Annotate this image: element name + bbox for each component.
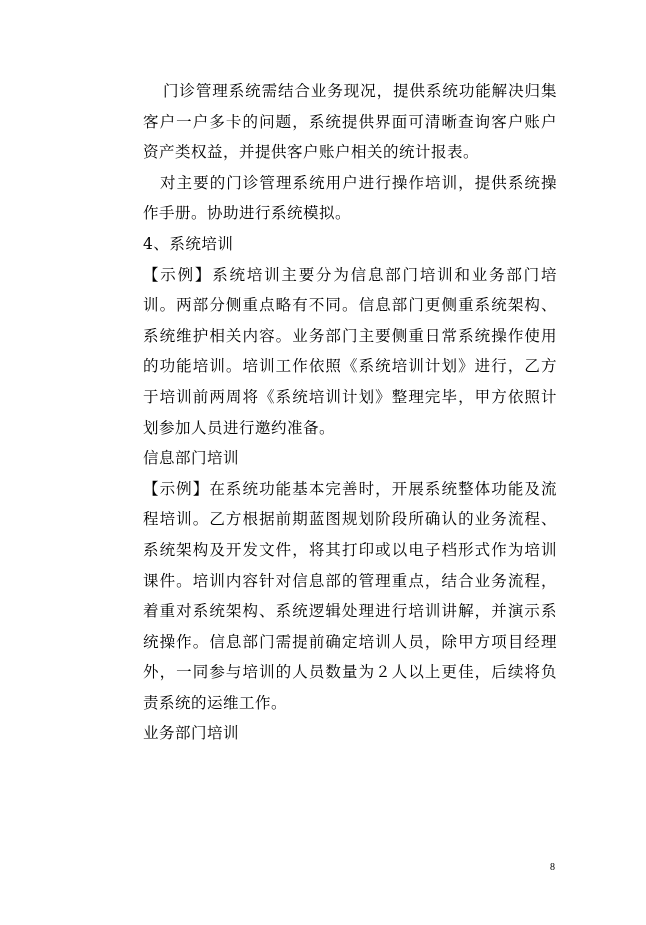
section-heading-system-training: 4、系统培训 — [143, 234, 234, 253]
page-number: 8 — [550, 862, 555, 873]
paragraph-training-overview: 【示例】系统培训主要分为信息部门培训和业务部门培训。两部分侧重点略有不同。信息部门更侧重系统架构、系统维护相关内容。业务部门主要侧重日常系统操作使用的功能培训。培训工作依照《系统培训计划》进行，乙方于培训前两周将《系统培训计划》整理完毕，甲方依照计划参加人员进行邀约准备。 — [143, 265, 557, 437]
document-body — [143, 76, 557, 749]
paragraph-user-training: 对主要的门诊管理系统用户进行操作培训，提供系统操作手册。协助进行系统模拟。 — [143, 173, 557, 223]
subheading-business-department-training: 业务部门培训 — [143, 724, 240, 743]
subheading-it-department-training: 信息部门培训 — [143, 449, 240, 468]
paragraph-outpatient-system: 门诊管理系统需结合业务现况，提供系统功能解决归集客户一户多卡的问题，系统提供界面可清晰查询客户账户资产类权益，并提供客户账户相关的统计报表。 — [143, 82, 557, 162]
paragraph-it-training-details: 【示例】在系统功能基本完善时，开展系统整体功能及流程培训。乙方根据前期蓝图规划阶段所确认的业务流程、系统架构及开发文件，将其打印或以电子档形式作为培训课件。培训内容针对信息部的管理重点，结合业务流程，着重对系统架构、系统逻辑处理进行培训讲解，并演示系统操作。信息部门需提前确定培训人员，除甲方项目经理外，一同参与培训的人员数量为２人以上更佳，后续将负责系统的运维工作。 — [143, 479, 557, 712]
